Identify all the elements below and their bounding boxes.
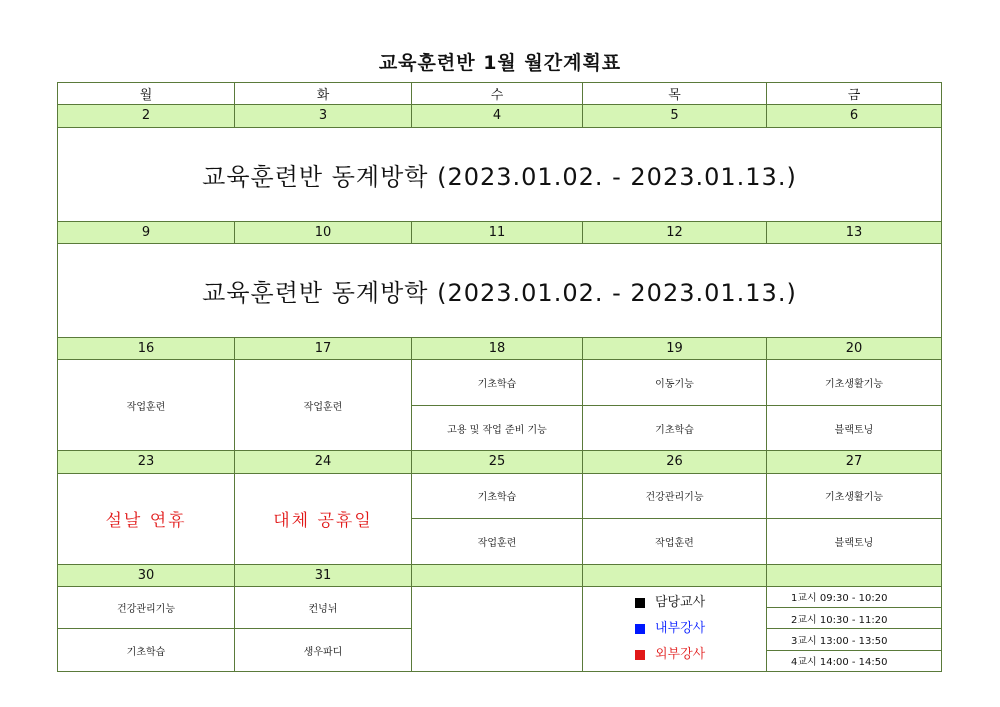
empty-cell [412, 586, 583, 671]
activity-cell: 기초학습 [58, 629, 235, 672]
activity-cell: 작업훈련 [583, 519, 767, 565]
date-cell: 2 [58, 105, 235, 127]
weekday-fri: 금 [767, 83, 942, 105]
date-cell: 19 [583, 337, 767, 359]
activity-cell: 건강관리기능 [58, 586, 235, 629]
date-row-week5 [58, 564, 942, 586]
weekday-header-row [58, 83, 942, 105]
activity-cell: 생우파디 [235, 629, 412, 672]
date-cell: 16 [58, 337, 235, 359]
activity-cell: 이동기능 [583, 360, 767, 406]
activity-cell: 컨넝뉘 [235, 586, 412, 629]
date-cell: 20 [767, 337, 942, 359]
date-cell: 26 [583, 451, 767, 473]
date-cell: 12 [583, 221, 767, 243]
legend [583, 586, 767, 671]
activity-cell: 기초학습 [583, 405, 767, 451]
activity-cell: 기초생활기능 [767, 360, 942, 406]
legend-item-internal: 내부강사 [635, 616, 766, 642]
red-square-icon [635, 650, 645, 660]
date-cell [767, 564, 942, 586]
legend-item-external: 외부강사 [635, 642, 766, 668]
monthly-plan-table [57, 82, 942, 672]
legend-item-homeroom: 담당교사 [635, 590, 766, 616]
activity-cell: 블랙토닝 [767, 519, 942, 565]
date-cell [583, 564, 767, 586]
date-row-week2 [58, 221, 942, 243]
date-cell: 9 [58, 221, 235, 243]
date-row-week3 [58, 337, 942, 359]
period-1: 1교시 09:30 - 10:20 [767, 586, 942, 607]
activity-cell: 기초학습 [412, 360, 583, 406]
activity-cell: 작업훈련 [235, 360, 412, 451]
date-cell: 31 [235, 564, 412, 586]
date-cell: 11 [412, 221, 583, 243]
period-2: 2교시 10:30 - 11:20 [767, 608, 942, 629]
holiday-cell: 설날 연휴 [58, 473, 235, 564]
date-cell: 27 [767, 451, 942, 473]
weekday-tue: 화 [235, 83, 412, 105]
activity-cell: 작업훈련 [58, 360, 235, 451]
period-4: 4교시 14:00 - 14:50 [767, 650, 942, 671]
date-cell [412, 564, 583, 586]
date-cell: 30 [58, 564, 235, 586]
activity-cell: 고용 및 작업 준비 기능 [412, 405, 583, 451]
date-cell: 3 [235, 105, 412, 127]
activity-cell: 건강관리기능 [583, 473, 767, 519]
content-row-week2 [58, 243, 942, 337]
content-row-week3-top [58, 360, 942, 406]
date-cell: 13 [767, 221, 942, 243]
content-row-week5-a [58, 586, 942, 607]
date-cell: 5 [583, 105, 767, 127]
weekday-wed: 수 [412, 83, 583, 105]
holiday-cell: 대체 공휴일 [235, 473, 412, 564]
date-cell: 10 [235, 221, 412, 243]
period-3: 3교시 13:00 - 13:50 [767, 629, 942, 650]
date-cell: 23 [58, 451, 235, 473]
page-title: 교육훈련반 1월 월간계획표 [378, 52, 622, 74]
activity-cell: 기초생활기능 [767, 473, 942, 519]
date-cell: 4 [412, 105, 583, 127]
activity-cell: 작업훈련 [412, 519, 583, 565]
winter-break-banner: 교육훈련반 동계방학 (2023.01.02. - 2023.01.13.) [58, 127, 942, 221]
date-cell: 17 [235, 337, 412, 359]
date-cell: 18 [412, 337, 583, 359]
date-row-week1 [58, 105, 942, 127]
weekday-thu: 목 [583, 83, 767, 105]
winter-break-banner: 교육훈련반 동계방학 (2023.01.02. - 2023.01.13.) [58, 243, 942, 337]
content-row-week4-top [58, 473, 942, 519]
black-square-icon [635, 598, 645, 608]
content-row-week1 [58, 127, 942, 221]
date-cell: 6 [767, 105, 942, 127]
blue-square-icon [635, 624, 645, 634]
date-cell: 24 [235, 451, 412, 473]
date-cell: 25 [412, 451, 583, 473]
activity-cell: 블랙토닝 [767, 405, 942, 451]
date-row-week4 [58, 451, 942, 473]
weekday-mon: 월 [58, 83, 235, 105]
activity-cell: 기초학습 [412, 473, 583, 519]
